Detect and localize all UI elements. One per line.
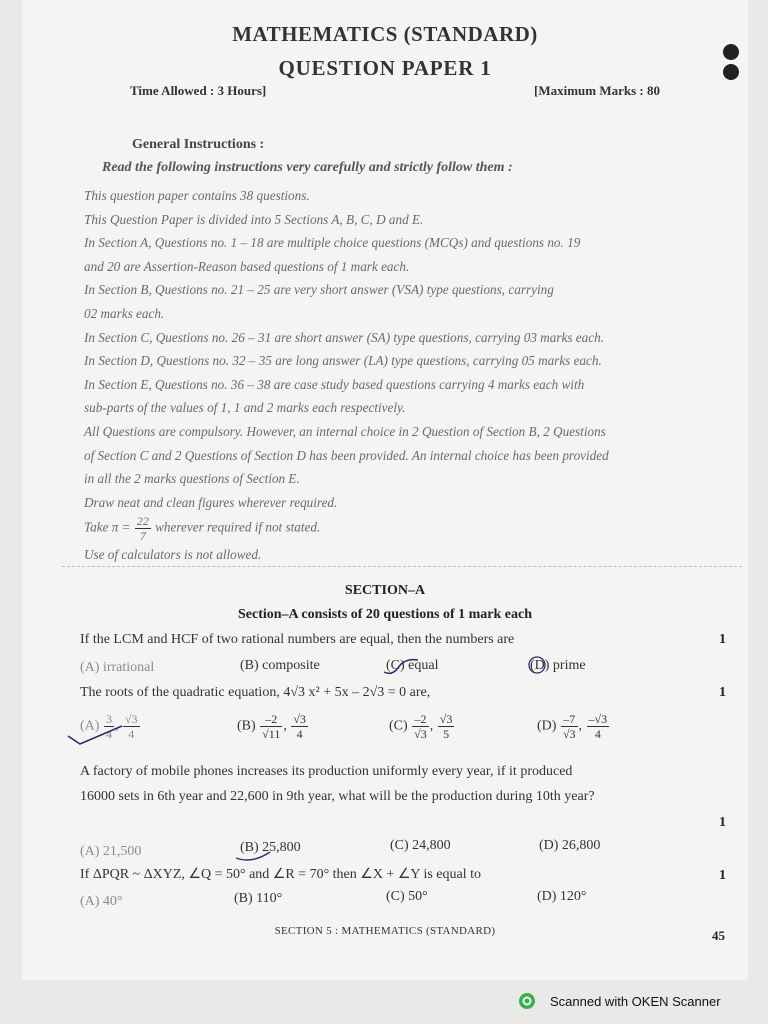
instruction-item: and 20 are Assertion-Reason based questions of 1 mark each. [84,258,410,274]
question-3-marks: 1 [719,815,726,830]
scanned-page [22,0,748,980]
section-title: SECTION–A [344,583,426,598]
q2-option-a-label: (A) [80,718,100,734]
q2-option-d-label: (D) [537,718,557,734]
q1-option-b: (B) composite [240,658,320,673]
divider [62,566,742,567]
instruction-item: This Question Paper is divided into 5 Sections A, B, C, D and E. [84,211,424,227]
instruction-item: Draw neat and clean figures wherever required. [84,494,338,510]
q2-option-a: (A) $\frac{3}{4}$ , $\frac{√3}{4}$ [80,712,138,741]
q2-b-den-2: 4 [296,727,303,741]
instruction-item: All Questions are compulsory. However, an internal choice in 2 Question of Section B, 2 Questions [84,423,606,439]
q2-d-num-2: –√3 [588,712,608,726]
question-2-text: The roots of the quadratic equation, 4√3 x² + 5x – 2√3 = 0 are, [80,685,431,700]
instruction-item: Use of calculators is not allowed. [84,547,262,563]
q2-c-den-1: √3 [414,727,427,741]
q2-d-den-1: √3 [562,727,576,741]
q1-option-c: (C) equal [386,658,439,673]
q4-option-b: (B) 110° [234,891,283,906]
instruction-item-pi [84,514,734,543]
pen-underline-mark [232,838,274,864]
q3-option-a: (A) 21,500 [80,844,142,859]
q3-option-d: (D) 26,800 [539,838,601,853]
time-allowed: Time Allowed : 3 Hours] [130,83,267,98]
instruction-item: of Section C and 2 Questions of Section D has been provided. An internal choice has been provided [84,447,609,463]
instructions-list [84,184,734,567]
q2-d-num-1: –7 [561,712,578,727]
q2-c-den-2: 5 [443,727,450,741]
q2-option-b-label: (B) [237,718,256,734]
scanner-label: Scanned with OKEN Scanner [550,993,721,1009]
page-number: 45 [712,928,725,943]
q4-option-a: (A) 40° [80,894,123,909]
question-4-marks: 1 [719,868,726,883]
maximum-marks: [Maximum Marks : 80 [534,83,661,98]
q2-a-den-1: 4 [105,727,112,741]
q4-option-c: (C) 50° [386,889,428,904]
pen-circle-mark [527,654,547,676]
instruction-item: This question paper contains 38 questions. [84,188,310,203]
q2-c-num-2: √3 [439,712,453,726]
q1-option-a: (A) irrational [80,660,155,675]
question-1-marks: 1 [719,632,726,647]
q2-option-c: (C) $\frac{-2}{√3}$ , $\frac{√3}{5}$ [389,712,453,741]
q1-option-d: (D) prime [530,658,586,673]
section-subtitle: Section–A consists of 20 questions of 1 mark each [237,607,532,622]
paper-title: MATHEMATICS (STANDARD) [232,22,538,46]
q2-b-num-1: –2 [260,712,282,727]
instruction-item: in all the 2 marks questions of Section E. [84,471,300,487]
q3-option-c: (C) 24,800 [390,838,451,853]
instruction-item: In Section D, Questions no. 32 – 35 are long answer (LA) type questions, carrying 05 marks each. [84,353,602,369]
instruction-item: 02 marks each. [84,305,165,321]
q2-a-den-2: 4 [128,727,135,741]
q2-a-num-2: √3 [124,712,138,726]
instruction-item: In Section B, Questions no. 21 – 25 are very short answer (VSA) type questions, carrying [84,282,554,298]
pi-fraction [135,514,151,543]
oken-scanner-icon [518,992,536,1010]
question-2-marks: 1 [719,685,726,700]
q2-c-num-1: –2 [412,712,429,727]
q2-a-num-1: 3 [105,712,112,726]
instructions-heading: General Instructions : [132,137,265,152]
q4-option-d: (D) 120° [537,889,587,904]
pi-prefix: Take π = [84,519,131,535]
page-footer: SECTION 5 : MATHEMATICS (STANDARD) [274,925,496,937]
q2-b-num-2: √3 [293,712,306,726]
question-3-line-2: 16000 sets in 6th year and 22,600 in 9th year, what will be the production during 10th year? [80,789,595,804]
pen-tick-mark [382,654,422,680]
instruction-item: sub-parts of the values of 1, 1 and 2 marks each respectively. [84,400,406,416]
instructions-intro: Read the following instructions very carefully and strictly follow them : [102,160,513,175]
q3-option-b: (B) 25,800 [240,840,301,855]
q2-option-c-label: (C) [389,718,408,734]
q2-option-d: (D) $\frac{-7}{√3}$ , $\frac{-√3}{4}$ [537,712,608,741]
instruction-item: In Section A, Questions no. 1 – 18 are multiple choice questions (MCQs) and questions no. 19 [84,235,581,251]
q2-d-den-2: 4 [594,727,601,741]
q2-b-den-1: √11 [262,727,281,741]
pi-suffix: wherever required if not stated. [155,519,321,535]
pi-denominator: 7 [139,529,146,544]
question-4-text: If ΔPQR ~ ΔXYZ, ∠Q = 50° and ∠R = 70° then ∠X + ∠Y is equal to [80,867,482,882]
instruction-item: In Section C, Questions no. 26 – 31 are short answer (SA) type questions, carrying 03 marks each. [84,329,604,345]
paper-subtitle: QUESTION PAPER 1 [278,56,492,80]
pen-check-mark [66,722,126,748]
scanner-watermark [518,992,721,1010]
question-1-text: If the LCM and HCF of two rational numbers are equal, then the numbers are [80,632,515,647]
question-3-line-1: A factory of mobile phones increases its production uniformly every year, if it produced [80,764,573,779]
pi-numerator: 22 [136,514,149,529]
instruction-item: In Section E, Questions no. 36 – 38 are case study based questions carrying 4 marks each with [84,376,585,392]
q2-option-b: (B) $\frac{-2}{√11}$ , $\frac{√3}{4}$ [237,712,306,741]
